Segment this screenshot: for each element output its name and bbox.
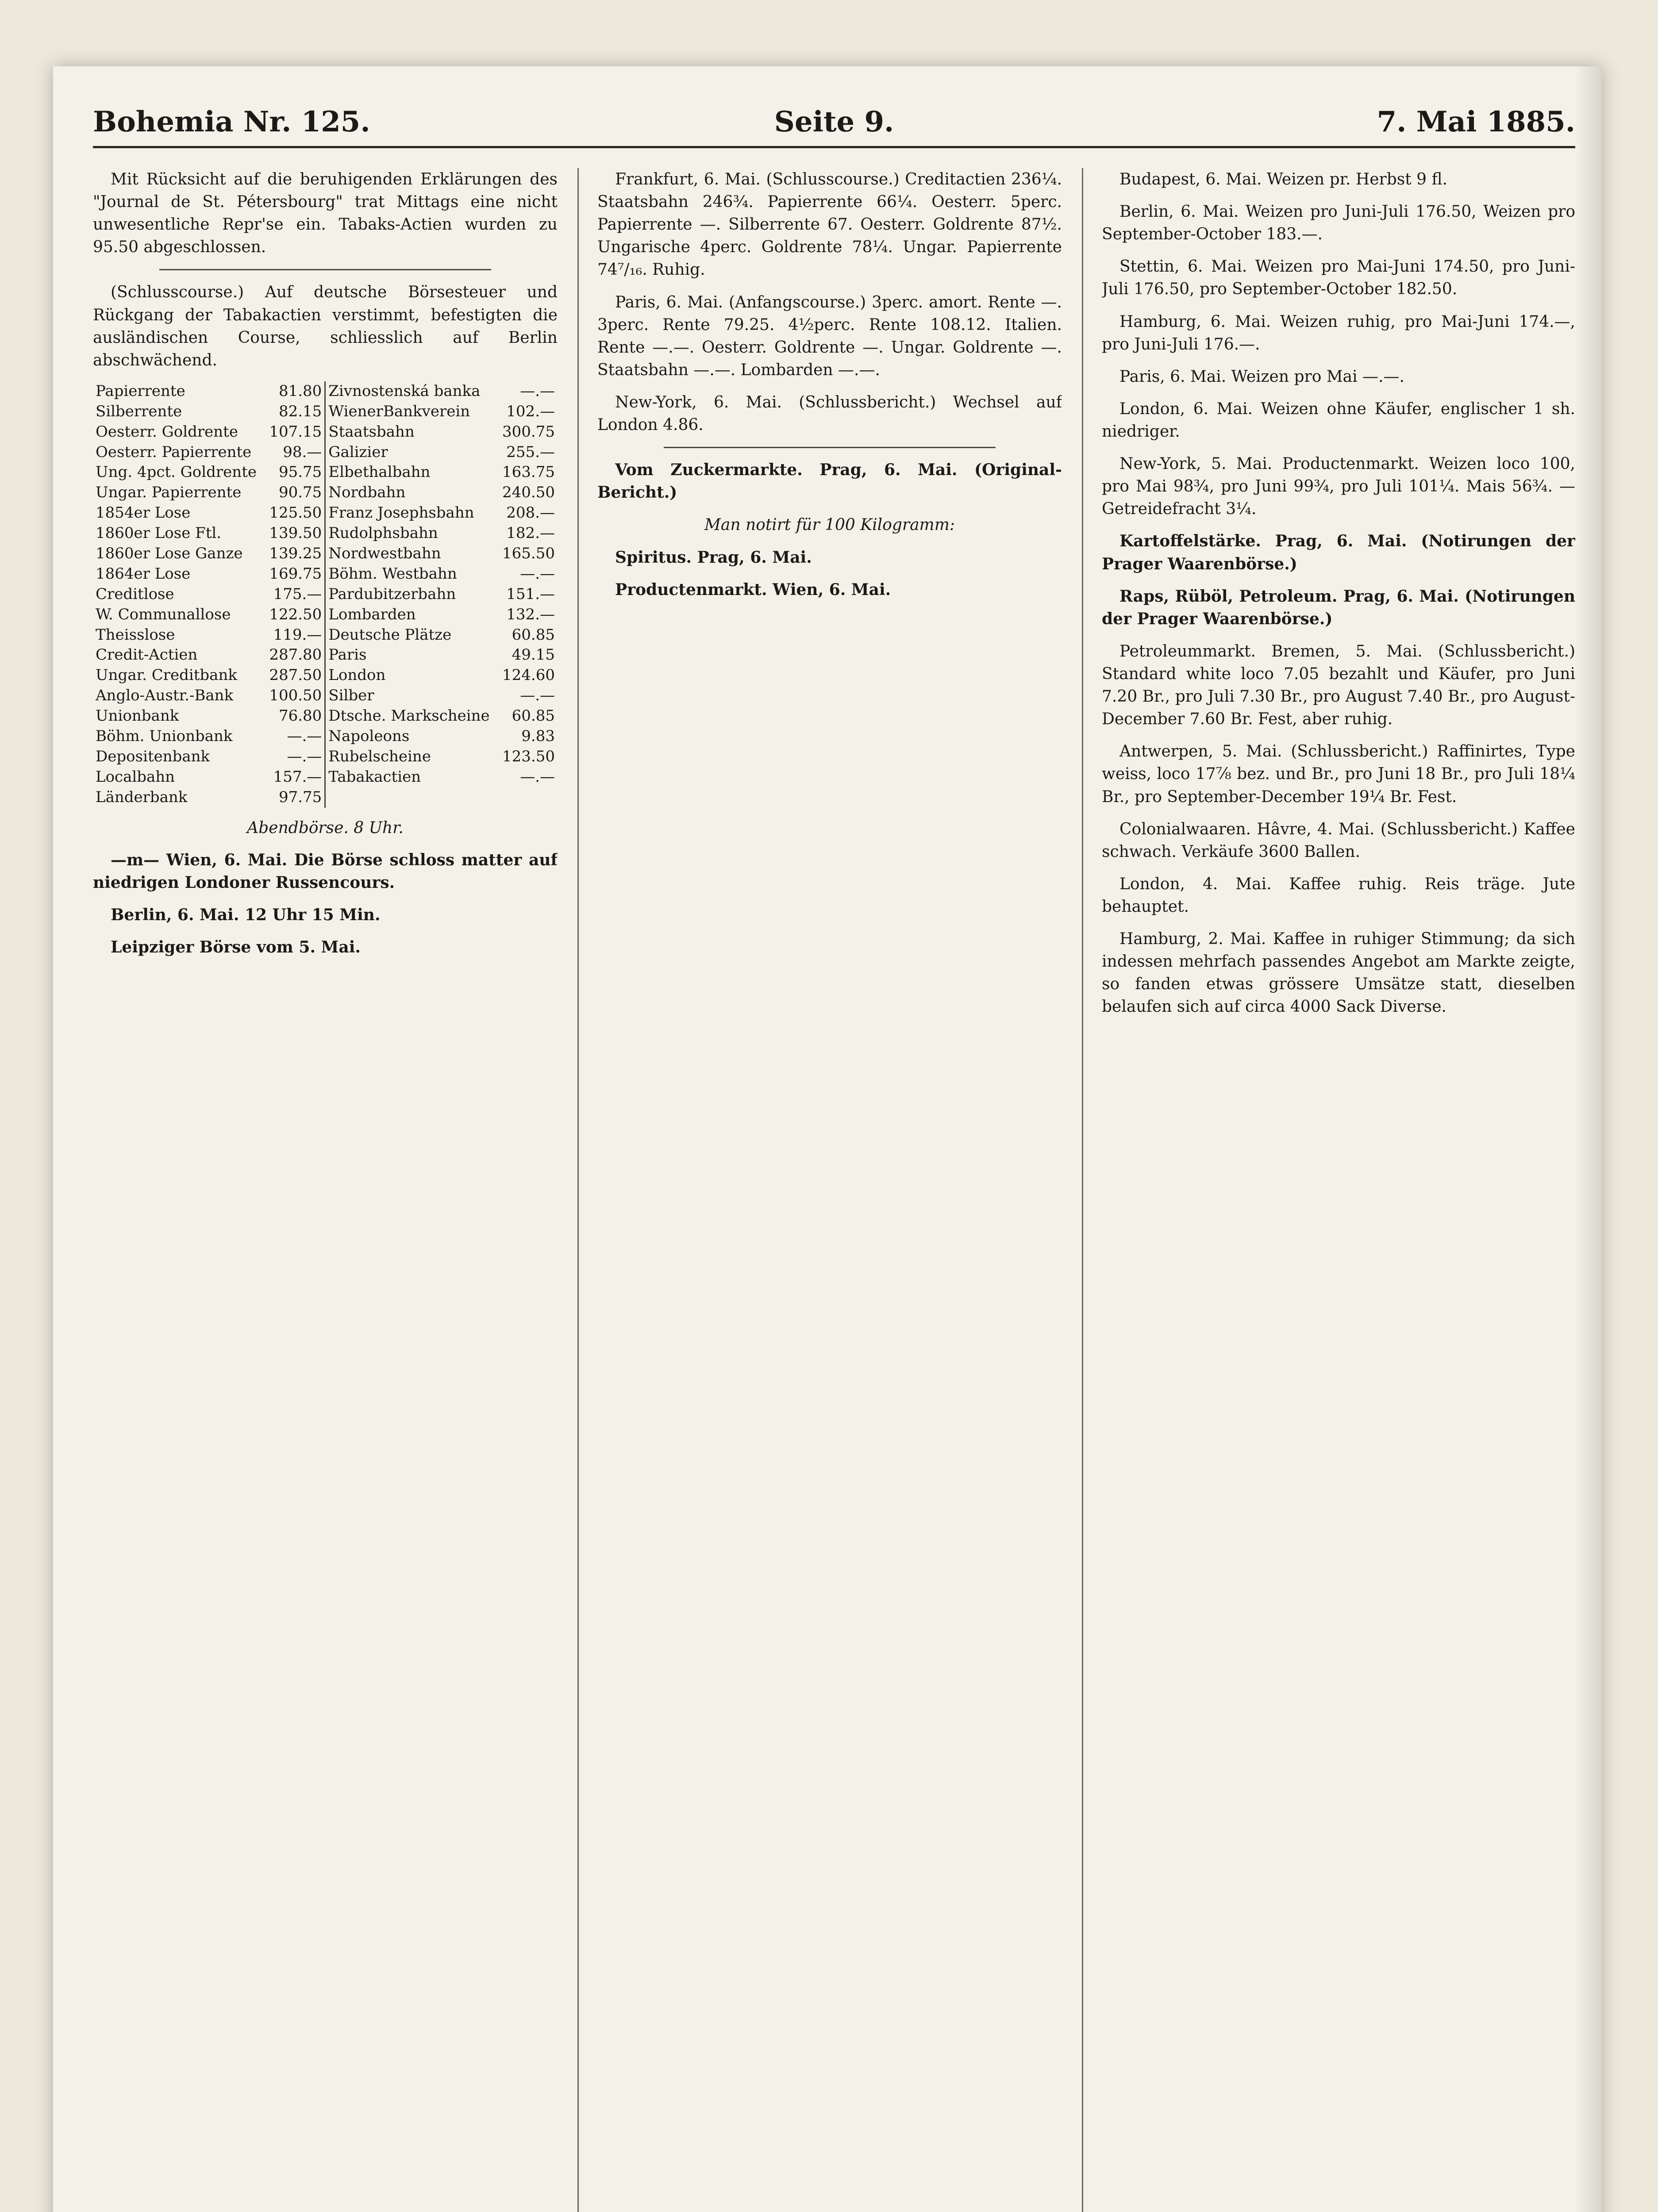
- security-name: Nordbahn: [328, 484, 406, 502]
- security-name: Credit-Actien: [96, 646, 198, 664]
- security-rate: 81.80: [265, 381, 325, 402]
- rates-row: [93, 584, 558, 605]
- security-name: Böhm. Westbahn: [328, 565, 457, 583]
- security-name: Böhm. Unionbank: [96, 727, 233, 745]
- security-rate: 90.75: [265, 483, 325, 503]
- security-name: Theisslose: [96, 626, 175, 644]
- security-rate: 287.50: [265, 665, 325, 686]
- rates-row: [93, 726, 558, 747]
- london-grain-report: London, 6. Mai. Weizen ohne Käufer, englischer 1 sh. niedriger.: [1102, 399, 1575, 441]
- security-name: Nordwestbahn: [328, 545, 441, 562]
- petroleum-report: Petroleummarkt. Bremen, 5. Mai. (Schlussbericht.) Standard white loco 7.05 bezahlt und Käufer, pro Juni 7.20 Br., pro Juli 7.30 Br., pro August 7.40 Br., pro August-December 7.60 Br. Fest, aber ruhig.: [1102, 642, 1575, 729]
- security-rate: 60.85: [512, 626, 555, 644]
- rates-row: [93, 706, 558, 726]
- rates-row: [93, 483, 558, 503]
- rates-row: [93, 503, 558, 523]
- page-fold-shadow: [1575, 66, 1602, 2212]
- header-date: 7. Mai 1885.: [1377, 105, 1575, 138]
- security-name: Papierrente: [96, 382, 185, 400]
- rates-row: [93, 767, 558, 787]
- security-name: Tabakactien: [328, 768, 421, 786]
- security-rate: 151.—: [506, 585, 555, 603]
- london-colonial-report: London, 4. Mai. Kaffee ruhig. Reis träge. Jute behauptet.: [1102, 875, 1575, 916]
- frankfurt-report: Frankfurt, 6. Mai. (Schlusscourse.) Creditactien 236¼. Staatsbahn 246¾. Papierrente 66¼. Oesterr. 5perc. Papierrente —. Silberrente 67. Oesterr. Goldrente 87½. Ungarische 4perc. Goldrente 78¼. Ungar. Papierrente 74⁷/₁₆. Ruhig.: [597, 170, 1062, 279]
- security-name: Rubelscheine: [328, 747, 431, 765]
- rates-row: [93, 402, 558, 422]
- security-name: Länderbank: [96, 788, 188, 806]
- produce-market-title: Productenmarkt. Wien, 6. Mai.: [615, 580, 891, 599]
- security-rate: 82.15: [265, 402, 325, 422]
- stettin-report: Stettin, 6. Mai. Weizen pro Mai-Juni 174.50, pro Juni-Juli 176.50, pro September-October 182.50.: [1102, 257, 1575, 299]
- paris-grain-report: Paris, 6. Mai. Weizen pro Mai —.—.: [1119, 367, 1404, 386]
- security-name: Ungar. Creditbank: [96, 666, 237, 684]
- column-1: [93, 168, 558, 2212]
- column-divider: [577, 168, 579, 2212]
- security-name: W. Communallose: [96, 605, 231, 623]
- header-publication: Bohemia Nr. 125.: [93, 105, 370, 138]
- rates-row: [93, 422, 558, 442]
- security-name: Zivnostenská banka: [328, 382, 481, 400]
- sugar-price-note: Man notirt für 100 Kilogramm:: [704, 516, 955, 534]
- security-rate: 102.—: [506, 402, 555, 420]
- security-rate: 165.50: [502, 545, 555, 562]
- security-name: Pardubitzerbahn: [328, 585, 456, 603]
- security-rate: 240.50: [502, 484, 555, 502]
- security-name: Unionbank: [96, 707, 179, 725]
- rates-row: [93, 523, 558, 544]
- section-rule: [664, 447, 996, 448]
- rates-row: [93, 686, 558, 706]
- security-rate: 119.—: [265, 625, 325, 645]
- security-rate: 124.60: [502, 666, 555, 684]
- security-rate: [498, 787, 558, 808]
- newspaper-page: [53, 66, 1602, 2212]
- security-rate: 139.25: [265, 544, 325, 564]
- security-name: 1860er Lose Ganze: [96, 545, 243, 562]
- budapest-report: Budapest, 6. Mai. Weizen pr. Herbst 9 fl.: [1119, 170, 1447, 188]
- berlin-grain-report: Berlin, 6. Mai. Weizen pro Juni-Juli 176.50, Weizen pro September-October 183.—.: [1102, 203, 1575, 244]
- security-name: WienerBankverein: [328, 402, 470, 420]
- security-rate: 49.15: [512, 646, 555, 664]
- security-rate: 169.75: [265, 564, 325, 584]
- potato-starch-title: Kartoffelstärke. Prag, 6. Mai. (Notirungen der Prager Waarenbörse.): [1102, 532, 1575, 573]
- security-rate: 97.75: [265, 787, 325, 808]
- rates-row: [93, 645, 558, 665]
- security-name: Localbahn: [96, 768, 175, 786]
- security-rate: —.—: [520, 382, 555, 400]
- security-rate: —.—: [265, 747, 325, 767]
- security-rate: 9.83: [521, 727, 555, 745]
- security-name: Deutsche Plätze: [328, 626, 452, 644]
- security-rate: 163.75: [502, 463, 555, 481]
- security-name: Oesterr. Papierrente: [96, 443, 252, 461]
- newyork-produce-report: New-York, 5. Mai. Productenmarkt. Weizen loco 100, pro Mai 98¾, pro Juni 99¾, pro Juli 101¼. Mais 56¾. — Getreidefracht 3¼.: [1102, 455, 1575, 518]
- security-name: Staatsbahn: [328, 422, 415, 441]
- security-rate: 157.—: [265, 767, 325, 787]
- security-rate: 175.—: [265, 584, 325, 605]
- antwerp-report: Antwerpen, 5. Mai. (Schlussbericht.) Raffinirtes, Type weiss, loco 17⅞ bez. und Br., pro Juni 18 Br., pro Juli 18¼ Br., pro September-December 19¼ Br. Fest.: [1102, 742, 1575, 806]
- security-rate: 208.—: [506, 504, 555, 522]
- security-rate: 123.50: [502, 747, 555, 765]
- rates-table: [93, 381, 558, 808]
- market-intro: Mit Rücksicht auf die beruhigenden Erklärungen des "Journal de St. Pétersbourg" trat Mittags eine nicht unwesentliche Repr'se ein. Tabaks-Actien wurden zu 95.50 abgeschlossen.: [93, 170, 558, 257]
- security-name: Franz Josephsbahn: [328, 504, 474, 522]
- security-rate: 132.—: [506, 605, 555, 623]
- security-rate: —.—: [520, 687, 555, 705]
- rates-row: [93, 787, 558, 808]
- column-2: [597, 168, 1062, 2212]
- berlin-report-title: Berlin, 6. Mai. 12 Uhr 15 Min.: [111, 905, 381, 924]
- rates-row: [93, 747, 558, 767]
- rapeseed-oil-title: Raps, Rüböl, Petroleum. Prag, 6. Mai. (Notirungen der Prager Waarenbörse.): [1102, 587, 1575, 628]
- security-name: Paris: [328, 646, 367, 664]
- security-name: Lombarden: [328, 605, 416, 623]
- security-rate: 255.—: [506, 443, 555, 461]
- vienna-report-title: —m— Wien, 6. Mai. Die Börse schloss matter auf niedrigen Londoner Russencours.: [93, 850, 558, 892]
- security-rate: 100.50: [265, 686, 325, 706]
- security-rate: 98.—: [265, 442, 325, 463]
- sugar-market-title: Vom Zuckermarkte. Prag, 6. Mai. (Original-Bericht.): [597, 461, 1062, 502]
- security-name: Anglo-Austr.-Bank: [96, 687, 234, 705]
- closing-rates-intro: (Schlusscourse.) Auf deutsche Börsesteuer und Rückgang der Tabakactien verstimmt, befestigten die ausländischen Course, schliesslich auf Berlin abschwächend.: [93, 283, 558, 369]
- rates-row: [93, 442, 558, 463]
- security-rate: 95.75: [265, 462, 325, 483]
- column-3: [1102, 168, 1575, 2212]
- security-name: Ung. 4pct. Goldrente: [96, 463, 257, 481]
- rates-row: [93, 665, 558, 686]
- rates-row: [93, 564, 558, 584]
- hamburg-grain-report: Hamburg, 6. Mai. Weizen ruhig, pro Mai-Juni 174.—, pro Juni-Juli 176.—.: [1102, 312, 1575, 353]
- security-rate: 125.50: [265, 503, 325, 523]
- security-rate: —.—: [520, 768, 555, 786]
- security-name: Elbethalbahn: [328, 463, 431, 481]
- rates-row: [93, 462, 558, 483]
- security-name: 1860er Lose Ftl.: [96, 524, 222, 542]
- security-rate: 139.50: [265, 523, 325, 544]
- security-name: Ungar. Papierrente: [96, 484, 242, 502]
- security-rate: 122.50: [265, 605, 325, 625]
- security-name: Napoleons: [328, 727, 410, 745]
- colonial-goods-report: Colonialwaaren. Hâvre, 4. Mai. (Schlussbericht.) Kaffee schwach. Verkäufe 3600 Ballen.: [1102, 820, 1575, 861]
- rates-row: [93, 381, 558, 402]
- security-name: London: [328, 666, 386, 684]
- section-rule: [159, 269, 491, 270]
- security-name: Silberrente: [96, 402, 182, 420]
- security-name: Dtsche. Markscheine: [328, 707, 490, 725]
- paris-report: Paris, 6. Mai. (Anfangscourse.) 3perc. amort. Rente —. 3perc. Rente 79.25. 4½perc. Rente 108.12. Italien. Rente —.—. Oesterr. Goldrente —. Ungar. Goldrente —. Staatsbahn —.—. Lombarden —.—.: [597, 293, 1062, 379]
- security-rate: 107.15: [265, 422, 325, 442]
- page-header: [93, 97, 1575, 148]
- security-name: 1864er Lose: [96, 565, 191, 583]
- security-name: Oesterr. Goldrente: [96, 422, 238, 441]
- rates-row: [93, 605, 558, 625]
- security-rate: —.—: [520, 565, 555, 583]
- leipzig-report-title: Leipziger Börse vom 5. Mai.: [111, 938, 361, 957]
- rates-row: [93, 625, 558, 645]
- security-rate: 300.75: [502, 422, 555, 441]
- security-rate: 76.80: [265, 706, 325, 726]
- security-rate: 60.85: [512, 707, 555, 725]
- evening-exchange-title: Abendbörse. 8 Uhr.: [247, 818, 404, 837]
- rates-row: [93, 544, 558, 564]
- newyork-report: New-York, 6. Mai. (Schlussbericht.) Wechsel auf London 4.86.: [597, 393, 1062, 434]
- hamburg-coffee-report: Hamburg, 2. Mai. Kaffee in ruhiger Stimmung; da sich indessen mehrfach passendes Angebot am Markte zeigte, so fanden etwas grössere Umsätze statt, dieselben belaufen sich auf circa 4000 Sack Diverse.: [1102, 930, 1575, 1016]
- header-page-number: Seite 9.: [774, 105, 894, 138]
- security-name: Silber: [328, 687, 374, 705]
- spirits-report-title: Spiritus. Prag, 6. Mai.: [615, 548, 812, 567]
- security-rate: 182.—: [506, 524, 555, 542]
- security-name: Creditlose: [96, 585, 174, 603]
- security-name: Galizier: [328, 443, 388, 461]
- security-name: Rudolphsbahn: [328, 524, 438, 542]
- column-divider: [1082, 168, 1083, 2212]
- security-name: Depositenbank: [96, 747, 210, 765]
- security-name: 1854er Lose: [96, 504, 191, 522]
- security-rate: 287.80: [265, 645, 325, 665]
- security-name: [325, 787, 498, 808]
- security-rate: —.—: [265, 726, 325, 747]
